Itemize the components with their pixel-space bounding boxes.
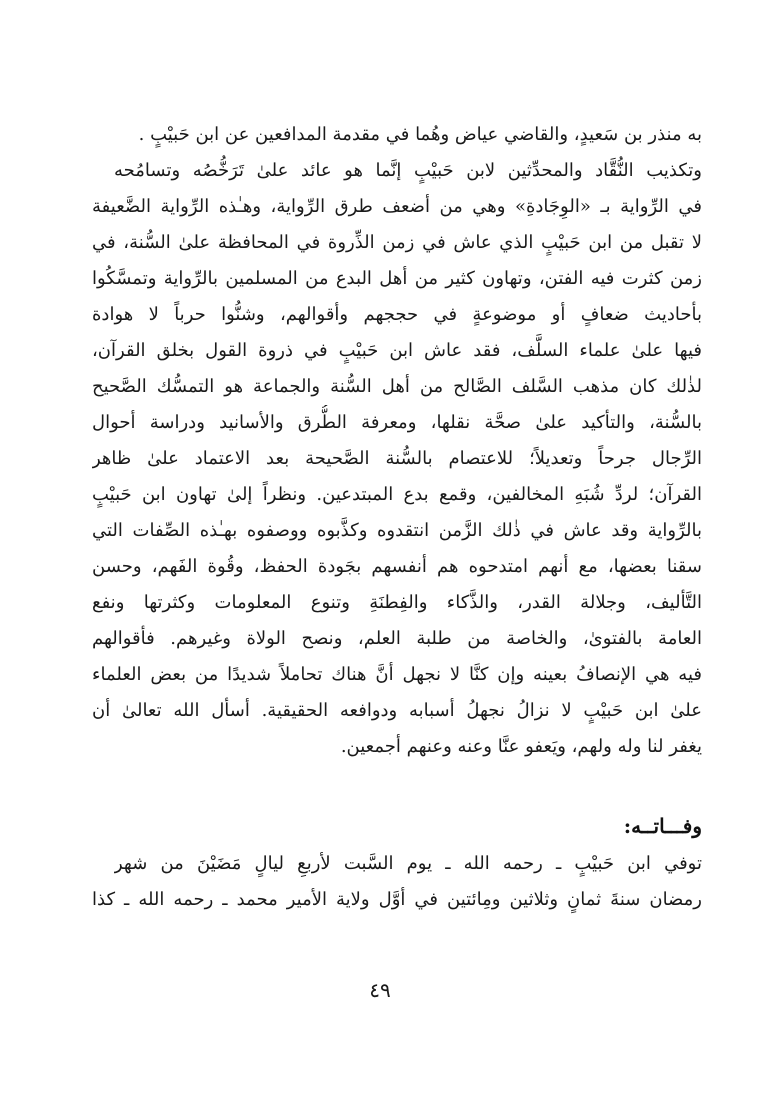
text-line: بالرِّواية وقد عاش في ذٰلك الزَّمن انتقدوه وكذَّبوه ووصفوه بهـٰذه الصِّفات التي [92, 520, 702, 541]
text-line: فيه هي الإنصافُ بعينه وإن كنَّا لا نجهل أنَّ هناك تحاملاً شديدًا من بعض العلماء [92, 664, 702, 685]
text-line: لا تقبل من ابن حَبيْبٍ الذي عاش في زمن الذِّروة في المحافظة علىٰ السُّنة، في [92, 232, 702, 253]
section-body-text [92, 117, 702, 767]
text-line: الرِّجال جرحاً وتعديلاً؛ للاعتصام بالسُّنة الصَّحيحة بعد الاعتماد علىٰ ظاهر [92, 448, 702, 469]
text-line: العامة بالفتوىٰ، والخاصة من طلبة العلم، ونصح الولاة وغيرهم. فأقوالهم [92, 628, 702, 649]
text-line: يغفر لنا وله ولهم، ويَعفو عنَّا وعنه وعنهم أجمعين. [340, 736, 702, 757]
text-line: التَّأليف، وجلالة القدر، والذَّكاء والفِطنَةِ وتنوع المعلومات وكثرتها ونفع [92, 592, 702, 613]
page-number: ٤٩ [369, 978, 391, 1002]
section-heading: وفـــاتــه: [623, 814, 702, 838]
text-line: فيها علىٰ علماء السلَّف، فقد عاش ابن حَبيْبٍ في ذروة القول بخلق القرآن، [92, 340, 702, 361]
text-line: رمضان سنةَ ثمانٍ وثلاثين ومِائتين في أوَّل ولاية الأمير محمد ـ رحمه الله ـ كذا [92, 889, 702, 910]
text-line: القرآن؛ لردِّ شُبَهِ المخالفين، وقمع بدع المبتدعين. ونظراً إلىٰ تهاون ابن حَبيْبٍ [92, 484, 702, 505]
text-line: به منذر بن سَعيدٍ، والقاضي عياض وهُما في مقدمة المدافعين عن ابن حَبيْبٍ . [138, 124, 702, 145]
text-line: وتكذيب النُّقَّاد والمحدِّثين لابن حَبيْبٍ إنَّما هو عائد علىٰ تَرَخُّصُه وتسامُحه [114, 160, 702, 181]
text-line: بالسُّنة، والتأكيد علىٰ صحَّة نقلها، ومعرفة الطُّرق والأسانيد ودراسة أحوال [92, 412, 702, 433]
section-body-text [92, 846, 702, 926]
text-line: في الرِّواية بـ «الوِجَادةِ» وهي من أضعف طرق الرِّواية، وهـٰذه الرِّواية الضَّعيفة [92, 196, 702, 217]
text-line: علىٰ ابن حَبيْبٍ لا نزالُ نجهلُ أسبابه ودوافعه الحقيقية. أسأل الله تعالىٰ أن [92, 700, 702, 721]
text-line: زمن كثرت فيه الفتن، وتهاون كثير من أهل البدع من المسلمين بالرِّواية وتمسَّكُوا [92, 268, 702, 289]
text-line: لذٰلك كان مذهب السَّلف الصَّالح من أهل السُّنة والجماعة هو التمسُّك الصَّحيح [92, 376, 702, 397]
text-line: بأحاديث ضعافٍ أو موضوعةٍ في حججهم وأقوالهم، وشنُّوا حرباً لا هوادة [92, 304, 702, 325]
text-line: سقنا بعضها، مع أنهم امتدحوه هم أنفسهم بجَودة الحفظ، وقُوة الفَهم، وحسن [92, 556, 702, 577]
text-line: توفي ابن حَبيْبٍ ـ رحمه الله ـ يوم السَّبت لأربعِ ليالٍ مَضَيْنَ من شهر [114, 853, 702, 874]
